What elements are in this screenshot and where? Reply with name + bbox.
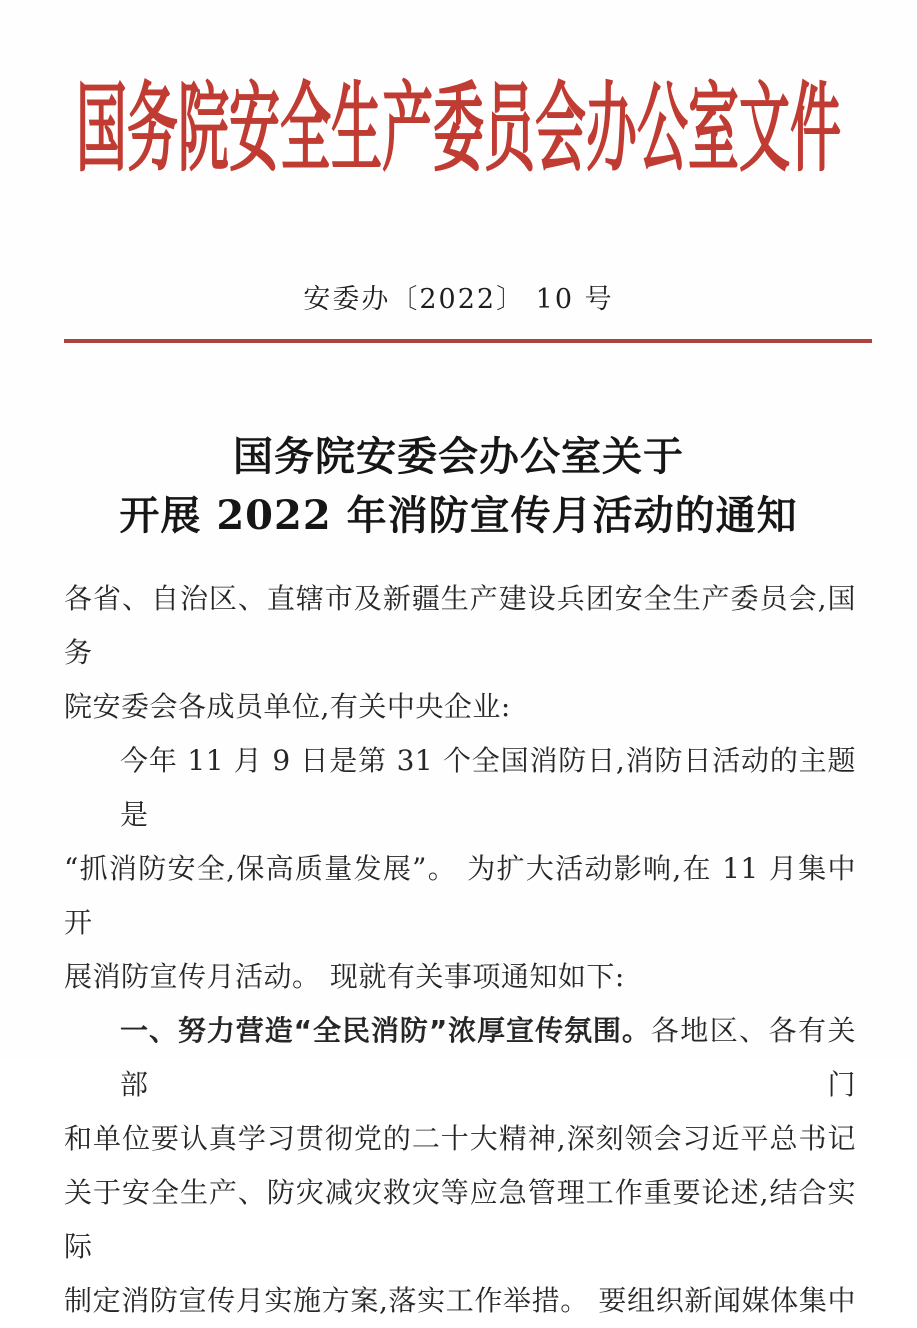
body-line-addressee-1: 各省、自治区、直辖市及新疆生产建设兵团安全生产委员会,国务 bbox=[64, 582, 856, 669]
notice-title-line2: 开展 2022 年消防宣传月活动的通知 bbox=[119, 492, 798, 539]
document-number: 安委办〔2022〕 10 号 bbox=[303, 284, 614, 315]
body-line-addressee-2: 院安委会各成员单位,有关中央企业: bbox=[64, 690, 511, 723]
section1-heading-rest: 各地区、各有关部门 bbox=[120, 1014, 856, 1101]
red-divider-rule bbox=[64, 339, 872, 343]
body-line-intro-2: “抓消防安全,保高质量发展”。 为扩大活动影响,在 11 月集中开 bbox=[64, 852, 856, 939]
body-line-section1-2: 和单位要认真学习贯彻党的二十大精神,深刻领会习近平总书记 bbox=[64, 1122, 856, 1155]
notice-title-line1: 国务院安委会办公室关于 bbox=[233, 433, 684, 480]
letterhead-title: 国务院安全生产委员会办公室文件 bbox=[75, 72, 841, 187]
notice-title bbox=[0, 427, 917, 545]
body-line-section1-3: 关于安全生产、防灾减灾救灾等应急管理工作重要论述,结合实际 bbox=[64, 1176, 856, 1263]
body-line-section1-4: 制定消防宣传月实施方案,落实工作举措。 要组织新闻媒体集中 bbox=[64, 1284, 856, 1317]
notice-body bbox=[64, 572, 856, 1328]
body-line-intro-1: 今年 11 月 9 日是第 31 个全国消防日,消防日活动的主题是 bbox=[120, 744, 856, 831]
body-line-section1-heading bbox=[64, 1004, 856, 1112]
body-line-intro-3: 展消防宣传月活动。 现就有关事项通知如下: bbox=[64, 960, 625, 993]
section1-heading-bold: 一、努力营造“全民消防”浓厚宣传氛围。 bbox=[120, 1014, 651, 1047]
